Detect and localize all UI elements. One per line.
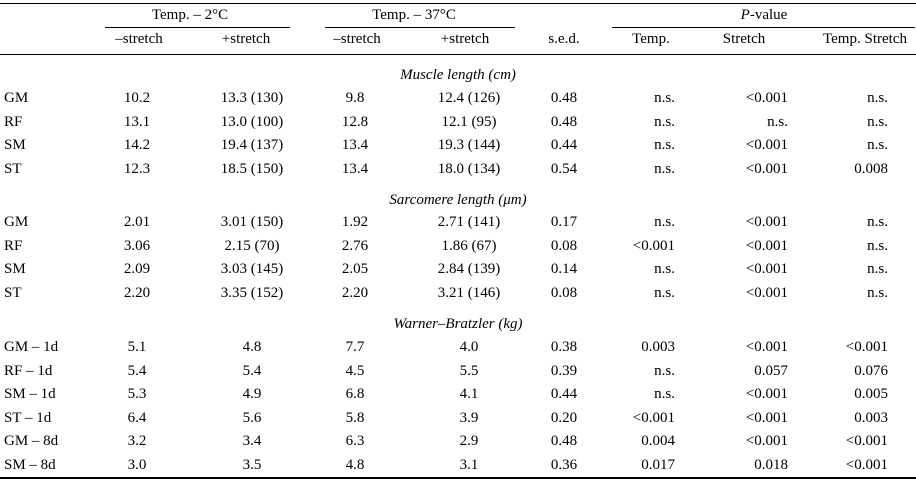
table-cell: 6.4 bbox=[127, 410, 147, 426]
row-label: SM – 1d bbox=[4, 386, 56, 402]
table-cell: 19.3 (144) bbox=[437, 137, 501, 153]
table-cell: 0.004 bbox=[641, 433, 675, 449]
table-cell: <0.001 bbox=[745, 433, 788, 449]
table-cell: 0.018 bbox=[754, 457, 788, 473]
table-cell: n.s. bbox=[867, 261, 888, 277]
table-cell: 2.76 bbox=[341, 238, 369, 254]
table-cell: n.s. bbox=[867, 238, 888, 254]
table-cell: 10.2 bbox=[123, 90, 151, 106]
table-cell: 4.8 bbox=[345, 457, 365, 473]
row-label: RF – 1d bbox=[4, 363, 53, 379]
table-cell: 4.5 bbox=[345, 363, 365, 379]
group-header-pvalue: P-value bbox=[740, 7, 788, 23]
table-cell: 2.9 bbox=[459, 433, 479, 449]
table-cell: 0.003 bbox=[641, 339, 675, 355]
table-cell: n.s. bbox=[654, 114, 675, 130]
table-cell: n.s. bbox=[654, 285, 675, 301]
row-label: ST bbox=[4, 285, 22, 301]
table-cell: <0.001 bbox=[745, 137, 788, 153]
column-header: –stretch bbox=[333, 31, 381, 47]
table-cell: n.s. bbox=[654, 214, 675, 230]
table-cell: 18.5 (150) bbox=[220, 161, 284, 177]
table-cell: n.s. bbox=[867, 285, 888, 301]
group-header-2c: Temp. – 2°C bbox=[151, 7, 229, 23]
table-cell: 0.005 bbox=[854, 386, 888, 402]
table-cell: <0.001 bbox=[845, 339, 888, 355]
table-cell: 0.003 bbox=[854, 410, 888, 426]
section-title: Muscle length (cm) bbox=[400, 67, 516, 83]
group-rule-pvalue bbox=[612, 27, 915, 28]
row-label: GM bbox=[4, 90, 29, 106]
table-cell: 0.076 bbox=[854, 363, 888, 379]
table-cell: 0.39 bbox=[550, 363, 578, 379]
table-cell: 2.71 (141) bbox=[437, 214, 501, 230]
table-cell: <0.001 bbox=[632, 410, 675, 426]
table-cell: 13.0 (100) bbox=[220, 114, 284, 130]
table-cell: <0.001 bbox=[632, 238, 675, 254]
table-cell: <0.001 bbox=[845, 457, 888, 473]
table-cell: 6.8 bbox=[345, 386, 365, 402]
table-cell: 5.6 bbox=[242, 410, 262, 426]
row-label: SM bbox=[4, 261, 26, 277]
table-cell: 12.1 (95) bbox=[441, 114, 497, 130]
table-cell: 2.20 bbox=[341, 285, 369, 301]
table-cell: 9.8 bbox=[345, 90, 365, 106]
table-cell: 19.4 (137) bbox=[220, 137, 284, 153]
section-title: Warner–Bratzler (kg) bbox=[393, 316, 523, 332]
table-cell: 0.48 bbox=[550, 90, 578, 106]
table-cell: 13.4 bbox=[341, 161, 369, 177]
table-cell: 3.01 (150) bbox=[220, 214, 284, 230]
table-cell: 0.20 bbox=[550, 410, 578, 426]
column-header: s.e.d. bbox=[548, 31, 580, 47]
table-cell: 3.06 bbox=[123, 238, 151, 254]
table-cell: 0.36 bbox=[550, 457, 578, 473]
table-cell: <0.001 bbox=[845, 433, 888, 449]
table-cell: 13.1 bbox=[123, 114, 151, 130]
table-cell: 4.9 bbox=[242, 386, 262, 402]
table-cell: <0.001 bbox=[745, 285, 788, 301]
group-header-37c: Temp. – 37°C bbox=[372, 7, 456, 23]
table-cell: 3.1 bbox=[459, 457, 479, 473]
table-cell: 5.8 bbox=[345, 410, 365, 426]
table-cell: 5.1 bbox=[127, 339, 147, 355]
table-cell: n.s. bbox=[654, 261, 675, 277]
table-cell: n.s. bbox=[654, 90, 675, 106]
table-cell: <0.001 bbox=[745, 261, 788, 277]
column-header: Temp. Stretch bbox=[823, 31, 907, 47]
table-cell: 4.0 bbox=[459, 339, 479, 355]
table-cell: n.s. bbox=[654, 386, 675, 402]
table-cell: 2.84 (139) bbox=[437, 261, 501, 277]
column-header: +stretch bbox=[440, 31, 490, 47]
table-cell: 13.3 (130) bbox=[220, 90, 284, 106]
table-cell: <0.001 bbox=[745, 238, 788, 254]
table-cell: 12.8 bbox=[341, 114, 369, 130]
table-cell: 18.0 (134) bbox=[437, 161, 501, 177]
table-cell: 0.14 bbox=[550, 261, 578, 277]
top-rule bbox=[0, 3, 916, 4]
table-cell: 0.48 bbox=[550, 433, 578, 449]
row-label: RF bbox=[4, 238, 23, 254]
table-cell: 7.7 bbox=[345, 339, 365, 355]
row-label: ST bbox=[4, 161, 22, 177]
table-cell: 3.5 bbox=[242, 457, 262, 473]
table-cell: 0.08 bbox=[550, 285, 578, 301]
table-cell: n.s. bbox=[654, 363, 675, 379]
row-label: RF bbox=[4, 114, 23, 130]
table-cell: <0.001 bbox=[745, 410, 788, 426]
table-cell: 4.1 bbox=[459, 386, 479, 402]
table-cell: 0.48 bbox=[550, 114, 578, 130]
table-cell: 3.0 bbox=[127, 457, 147, 473]
table-cell: <0.001 bbox=[745, 161, 788, 177]
table-cell: 0.17 bbox=[550, 214, 578, 230]
table-cell: 0.017 bbox=[641, 457, 675, 473]
table-cell: 0.008 bbox=[854, 161, 888, 177]
table-cell: 5.5 bbox=[459, 363, 479, 379]
row-label: GM – 8d bbox=[4, 433, 59, 449]
row-label: SM bbox=[4, 137, 26, 153]
table-cell: 0.38 bbox=[550, 339, 578, 355]
table-cell: 12.4 (126) bbox=[437, 90, 501, 106]
table-cell: 3.4 bbox=[242, 433, 262, 449]
table-cell: 2.01 bbox=[123, 214, 151, 230]
table-cell: 1.86 (67) bbox=[441, 238, 497, 254]
table-cell: 3.35 (152) bbox=[220, 285, 284, 301]
row-label: GM bbox=[4, 214, 29, 230]
table-cell: 0.057 bbox=[754, 363, 788, 379]
header-rule bbox=[0, 54, 916, 55]
table-cell: n.s. bbox=[867, 214, 888, 230]
table-cell: 5.4 bbox=[127, 363, 147, 379]
column-header: +stretch bbox=[221, 31, 271, 47]
table-cell: 0.08 bbox=[550, 238, 578, 254]
table-cell: <0.001 bbox=[745, 214, 788, 230]
column-header: Stretch bbox=[722, 31, 766, 47]
table-cell: <0.001 bbox=[745, 90, 788, 106]
table-cell: n.s. bbox=[654, 161, 675, 177]
table-cell: 0.44 bbox=[550, 137, 578, 153]
table-cell: <0.001 bbox=[745, 339, 788, 355]
row-label: SM – 8d bbox=[4, 457, 56, 473]
table-cell: <0.001 bbox=[745, 386, 788, 402]
table-cell: 4.8 bbox=[242, 339, 262, 355]
table-cell: 13.4 bbox=[341, 137, 369, 153]
table-cell: 3.2 bbox=[127, 433, 147, 449]
table-cell: 2.05 bbox=[341, 261, 369, 277]
table-cell: 5.4 bbox=[242, 363, 262, 379]
table-cell: 0.44 bbox=[550, 386, 578, 402]
table-cell: n.s. bbox=[867, 137, 888, 153]
group-rule-37c bbox=[325, 27, 515, 28]
table-cell: 3.21 (146) bbox=[437, 285, 501, 301]
table-cell: 1.92 bbox=[341, 214, 369, 230]
table-cell: n.s. bbox=[654, 137, 675, 153]
table-cell: n.s. bbox=[767, 114, 788, 130]
table-cell: 2.20 bbox=[123, 285, 151, 301]
table-cell: 12.3 bbox=[123, 161, 151, 177]
table-cell: 14.2 bbox=[123, 137, 151, 153]
table-cell: 6.3 bbox=[345, 433, 365, 449]
row-label: GM – 1d bbox=[4, 339, 59, 355]
section-title: Sarcomere length (μm) bbox=[389, 192, 527, 208]
table-cell: 2.09 bbox=[123, 261, 151, 277]
table-cell: 5.3 bbox=[127, 386, 147, 402]
table-cell: 3.9 bbox=[459, 410, 479, 426]
table-cell: 2.15 (70) bbox=[224, 238, 280, 254]
table-cell: n.s. bbox=[867, 90, 888, 106]
table-cell: 3.03 (145) bbox=[220, 261, 284, 277]
row-label: ST – 1d bbox=[4, 410, 52, 426]
group-rule-2c bbox=[105, 27, 290, 28]
table-cell: 0.54 bbox=[550, 161, 578, 177]
bottom-rule bbox=[0, 477, 916, 479]
table-cell: n.s. bbox=[867, 114, 888, 130]
column-header: –stretch bbox=[115, 31, 163, 47]
column-header: Temp. bbox=[632, 31, 670, 47]
